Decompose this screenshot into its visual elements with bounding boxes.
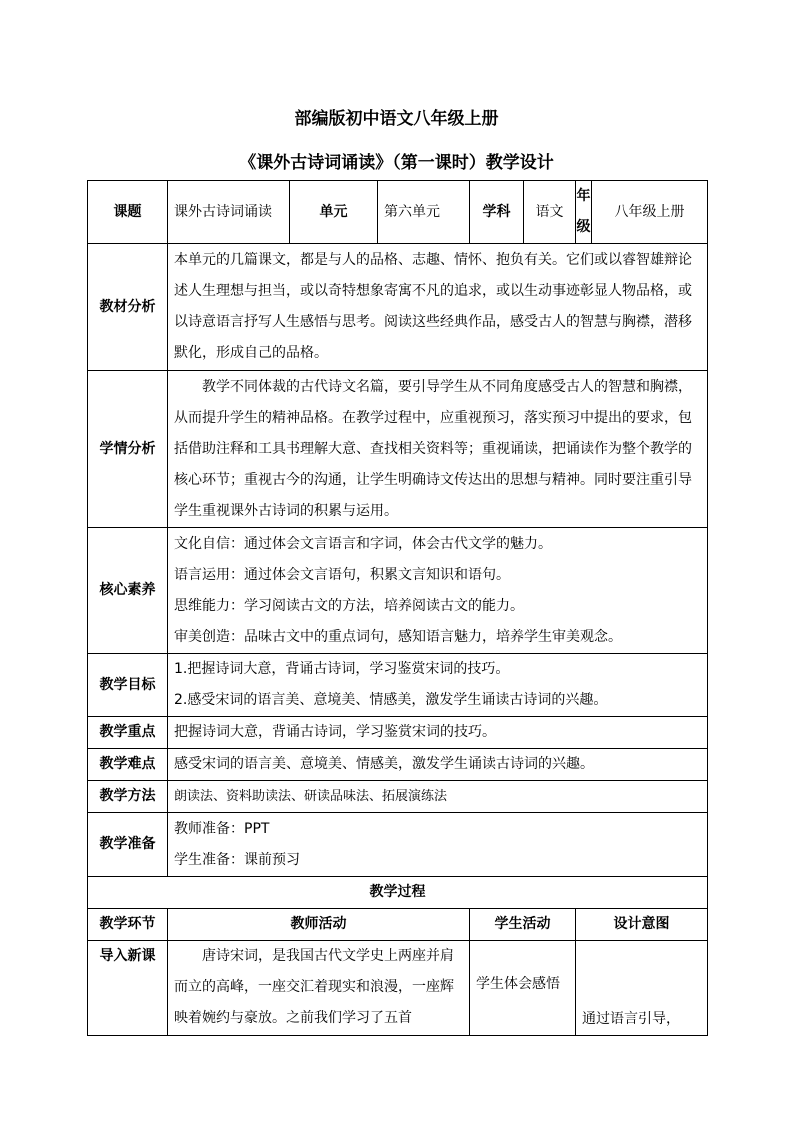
prep-lines	[168, 813, 708, 877]
grade-value: 八年级上册	[592, 181, 708, 244]
literacy-line: 语言运用：通过体会文言语句，积累文言知识和语句。	[174, 566, 510, 583]
unit-label: 单元	[290, 181, 378, 244]
header-row	[88, 181, 708, 244]
key-points-label: 教学重点	[88, 717, 168, 749]
methods-text: 朗读法、资料助读法、研读品味法、拓展演练法	[168, 781, 708, 813]
teacher-activity-header: 教师活动	[168, 909, 470, 941]
literacy-row	[88, 528, 708, 654]
literacy-lines	[168, 528, 708, 654]
document-subtitle: 《课外古诗词诵读》（第一课时）教学设计	[239, 153, 554, 173]
students-row	[88, 371, 708, 528]
key-points-row	[88, 717, 708, 749]
difficulties-row	[88, 749, 708, 781]
grade-label: 年级	[576, 181, 592, 244]
process-title-row	[88, 877, 708, 909]
process-row	[88, 941, 708, 1036]
goal-line: 2.感受宋词的语言美、意境美、情感美，激发学生诵读古诗词的兴趣。	[174, 692, 608, 708]
process-step: 导入新课	[88, 941, 168, 1036]
design-intent-header: 设计意图	[576, 909, 708, 941]
process-student-activity: 学生体会感悟	[470, 941, 576, 1036]
topic-label: 课题	[88, 181, 168, 244]
topic-value: 课外古诗词诵读	[168, 181, 290, 244]
goals-label: 教学目标	[88, 654, 168, 717]
methods-label: 教学方法	[88, 781, 168, 813]
literacy-line: 思维能力：学习阅读古文的方法，培养阅读古文的能力。	[174, 597, 524, 614]
literacy-line: 文化自信：通过体会文言语言和字词，体会古代文学的魅力。	[174, 535, 552, 552]
goal-line: 1.把握诗词大意，背诵古诗词，学习鉴赏宋词的技巧。	[174, 661, 510, 677]
literacy-line: 审美创造：品味古文中的重点词句，感知语言魅力，培养学生审美观念。	[174, 628, 622, 645]
analysis-label: 教材分析	[88, 244, 168, 371]
prep-line: 教师准备：PPT	[174, 820, 270, 837]
prep-label: 教学准备	[88, 813, 168, 877]
student-activity-header: 学生活动	[470, 909, 576, 941]
analysis-row	[88, 244, 708, 371]
difficulties-label: 教学难点	[88, 749, 168, 781]
analysis-text: 本单元的几篇课文，都是与人的品格、志趣、情怀、抱负有关。它们或以睿智雄辩论述人生理想与担当，或以奇特想象寄寓不凡的追求，或以生动事迹彰显人物品格，或以诗意语言抒写人生感悟与思考。阅读这些经典作品，感受古人的智慧与胸襟，潜移默化，形成自己的品格。	[168, 244, 708, 371]
process-design-intent: 通过语言引导，	[576, 941, 708, 1036]
process-teacher-activity: 唐诗宋词，是我国古代文学史上两座并肩而立的高峰，一座交汇着现实和浪漫，一座辉映着婉约与豪放。之前我们学习了五首	[168, 941, 470, 1036]
students-text: 教学不同体裁的古代诗文名篇，要引导学生从不同角度感受古人的智慧和胸襟，从而提升学生的精神品格。在教学过程中，应重视预习，落实预习中提出的要求，包括借助注释和工具书理解大意、查找相关资料等；重视诵读，把诵读作为整个教学的核心环节；重视古今的沟通，让学生明确诗文传达出的思想与精神。同时要注重引导学生重视课外古诗词的积累与运用。	[168, 371, 708, 528]
goals-lines	[168, 654, 708, 717]
prep-row	[88, 813, 708, 877]
process-header-row	[88, 909, 708, 941]
students-label: 学情分析	[88, 371, 168, 528]
lesson-plan-table	[87, 180, 708, 1036]
literacy-label: 核心素养	[88, 528, 168, 654]
prep-line: 学生准备：课前预习	[174, 851, 300, 868]
subject-label: 学科	[470, 181, 524, 244]
difficulties-text: 感受宋词的语言美、意境美、情感美，激发学生诵读古诗词的兴趣。	[168, 749, 708, 781]
subject-value: 语文	[524, 181, 576, 244]
document-title: 部编版初中语文八年级上册	[294, 109, 499, 129]
methods-row	[88, 781, 708, 813]
process-title: 教学过程	[88, 877, 708, 909]
goals-row	[88, 654, 708, 717]
unit-value: 第六单元	[378, 181, 470, 244]
key-points-text: 把握诗词大意，背诵古诗词，学习鉴赏宋词的技巧。	[168, 717, 708, 749]
step-header: 教学环节	[88, 909, 168, 941]
